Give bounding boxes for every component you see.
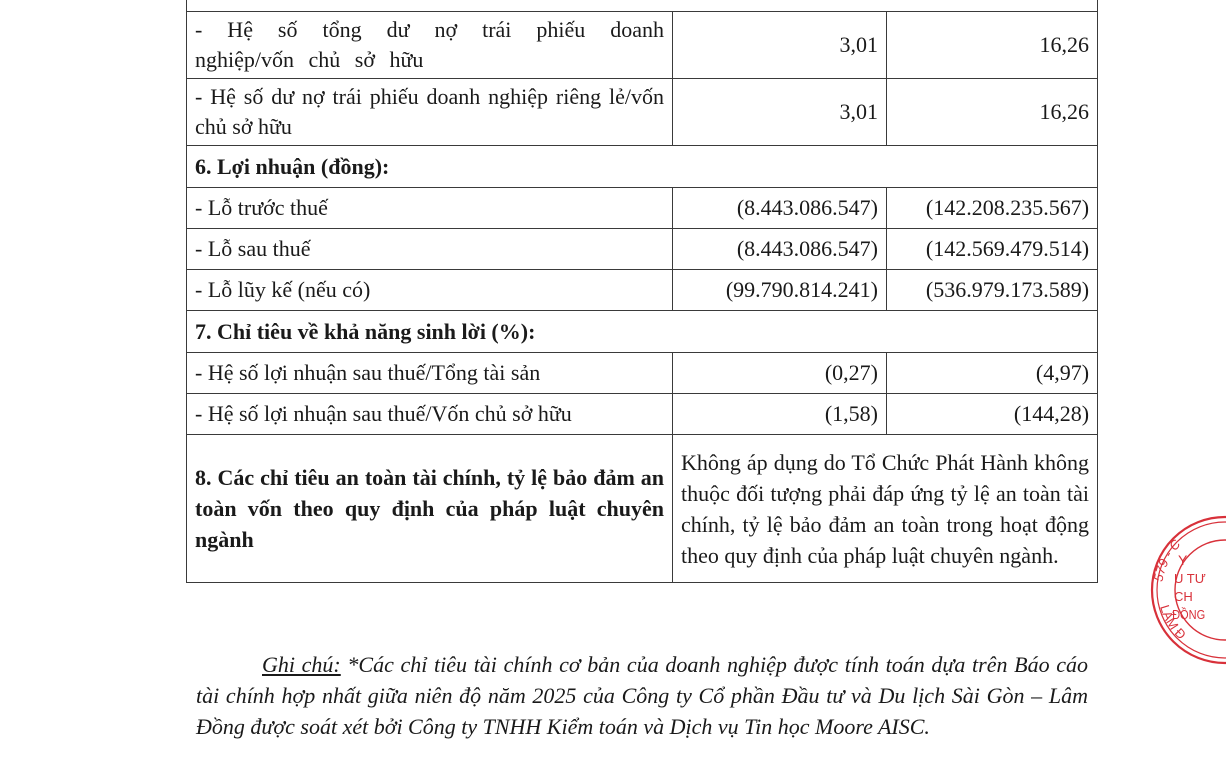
section-row-profitability <box>187 311 1098 353</box>
table-row <box>187 353 1098 394</box>
seal-icon <box>1150 515 1226 665</box>
svg-text:Y: Y <box>1178 552 1188 568</box>
table-row <box>187 394 1098 435</box>
row-value-period-2: (4,97) <box>887 353 1098 394</box>
footnote <box>196 649 1088 742</box>
svg-text:U TƯ: U TƯ <box>1174 571 1206 586</box>
footnote-text: *Các chỉ tiêu tài chính cơ bản của doanh nghiệp được tính toán dựa trên Báo cáo tài chính hợp nhất giữa niên độ năm 2025 của Công ty Cổ phần Đầu tư và Du lịch Sài Gòn – Lâm Đồng được soát xét bởi Công ty TNHH Kiểm toán và Dịch vụ Tin học Moore AISC. <box>196 652 1088 739</box>
row-label: - Hệ số lợi nhuận sau thuế/Vốn chủ sở hữu <box>187 394 673 435</box>
row-value-period-2: 16,26 <box>887 12 1098 79</box>
row-value-period-2: (144,28) <box>887 394 1098 435</box>
svg-text:CH: CH <box>1174 589 1193 604</box>
row-value-period-1: (8.443.086.547) <box>673 229 887 270</box>
company-seal-stamp <box>1150 515 1226 665</box>
row-label: - Lỗ sau thuế <box>187 229 673 270</box>
row-value-period-1: (1,58) <box>673 394 887 435</box>
row-value-period-1: 3,01 <box>673 79 887 146</box>
row-value-period-2: (142.208.235.567) <box>887 188 1098 229</box>
row-label: - Hệ số tổng dư nợ trái phiếu doanh nghiệp/vốn chủ sở hữu <box>187 12 673 79</box>
section-row-profit <box>187 146 1098 188</box>
row-value-period-2: (536.979.173.589) <box>887 270 1098 311</box>
row-value-period-1: 3,01 <box>673 12 887 79</box>
row-value-period-1: (99.790.814.241) <box>673 270 887 311</box>
financial-indicators-table <box>186 0 1098 583</box>
svg-text:ĐỒNG: ĐỒNG <box>1172 607 1206 623</box>
table-row <box>187 229 1098 270</box>
table-row <box>187 188 1098 229</box>
row-label: - Hệ số dư nợ trái phiếu doanh nghiệp riêng lẻ/vốn chủ sở hữu <box>187 79 673 146</box>
row-value-period-1: (0,27) <box>673 353 887 394</box>
section-heading: 6. Lợi nhuận (đồng): <box>187 146 1098 188</box>
table-row <box>187 12 1098 79</box>
continued-cell <box>187 0 1098 12</box>
row-value-period-1: (8.443.086.547) <box>673 188 887 229</box>
svg-text:579 - C: 579 - C <box>1150 536 1184 583</box>
row-value-period-2: (142.569.479.514) <box>887 229 1098 270</box>
not-applicable-note: Không áp dụng do Tổ Chức Phát Hành không thuộc đối tượng phải đáp ứng tỷ lệ an toàn tài chính, tỷ lệ bảo đảm an toàn trong hoạt động theo quy định của pháp luật chuyên ngành. <box>673 435 1098 583</box>
row-label: - Hệ số lợi nhuận sau thuế/Tổng tài sản <box>187 353 673 394</box>
row-label: - Lỗ lũy kế (nếu có) <box>187 270 673 311</box>
footnote-label: Ghi chú: <box>262 652 341 677</box>
table-row-continued <box>187 0 1098 12</box>
section-row-financial-safety <box>187 435 1098 583</box>
section-heading: 7. Chỉ tiêu về khả năng sinh lời (%): <box>187 311 1098 353</box>
section-heading: 8. Các chỉ tiêu an toàn tài chính, tỷ lệ bảo đảm an toàn vốn theo quy định của pháp luật chuyên ngành <box>187 435 673 583</box>
row-value-period-2: 16,26 <box>887 79 1098 146</box>
row-label: - Lỗ trước thuế <box>187 188 673 229</box>
table-row <box>187 270 1098 311</box>
svg-text:LÂM Đ: LÂM Đ <box>1157 603 1190 643</box>
table-row <box>187 79 1098 146</box>
